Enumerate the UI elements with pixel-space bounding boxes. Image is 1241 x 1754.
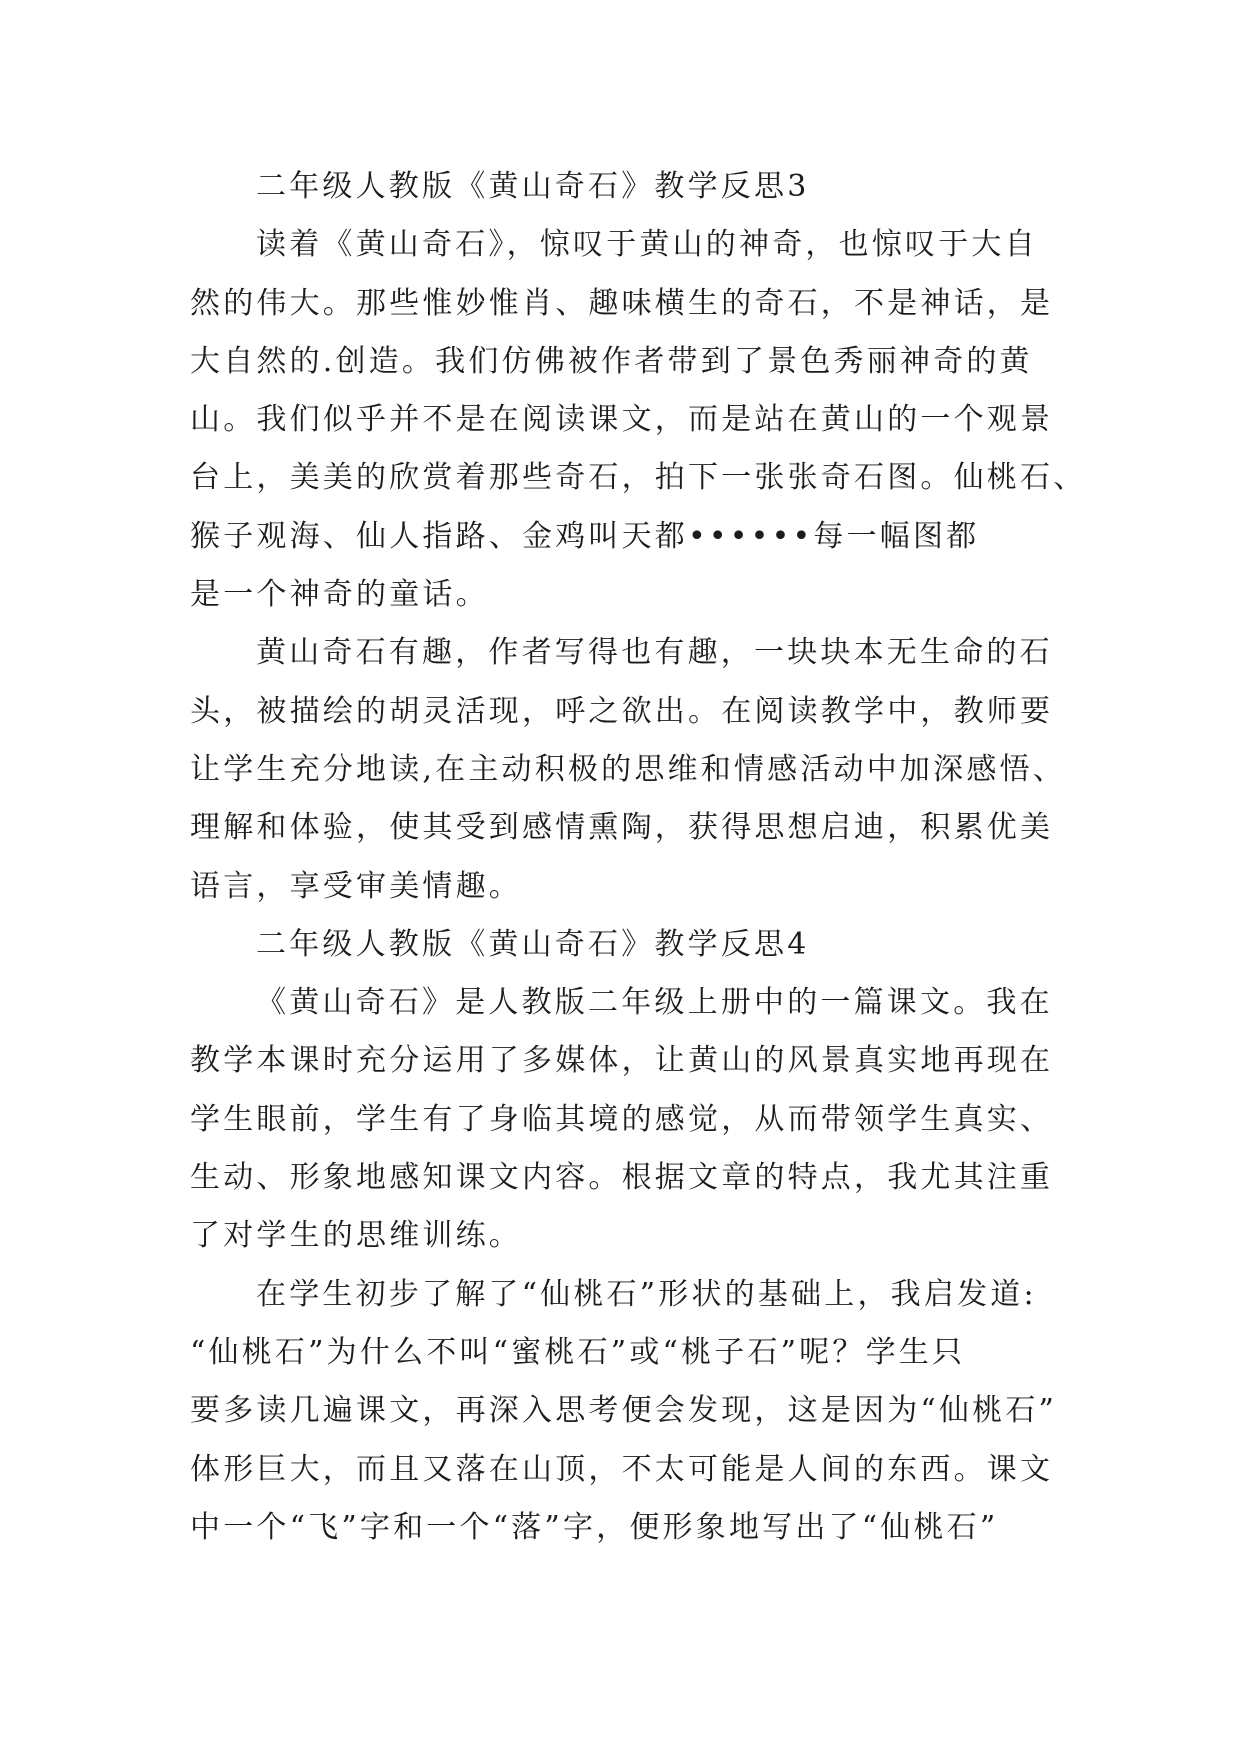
text-line: 体形巨大，而且又落在山顶，不太可能是人间的东西。课文	[190, 1451, 1054, 1487]
paragraph	[190, 1266, 1090, 1557]
text-line: “仙桃石”为什么不叫“蜜桃石”或“桃子石”呢？学生只	[190, 1334, 966, 1370]
text-line: 教学本课时充分运用了多媒体，让黄山的风景真实地再现在	[190, 1043, 1054, 1079]
text-line: 然的伟大。那些惟妙惟肖、趣味横生的奇石，不是神话，是	[190, 285, 1054, 321]
text-line: 让学生充分地读,在主动积极的思维和情感活动中加深感悟、	[190, 751, 1066, 787]
text-line: 了对学生的思维训练。	[190, 1218, 522, 1254]
text-line: 猴子观海、仙人指路、金鸡叫天都••••••每一幅图都	[190, 518, 980, 554]
document-body	[190, 158, 1090, 1557]
paragraph	[190, 216, 1090, 624]
section-heading	[190, 158, 1090, 216]
text-line: 台上，美美的欣赏着那些奇石，拍下一张张奇石图。仙桃石、	[190, 460, 1087, 496]
text-line: 在学生初步了解了“仙桃石”形状的基础上，我启发道:	[256, 1276, 1037, 1312]
text-line: 大自然的.创造。我们仿佛被作者带到了景色秀丽神奇的黄	[190, 343, 1033, 379]
text-line: 中一个“飞”字和一个“落”字，便形象地写出了“仙桃石”	[190, 1509, 999, 1545]
heading-line: 二年级人教版《黄山奇石》教学反思4	[256, 926, 810, 962]
heading-line: 二年级人教版《黄山奇石》教学反思3	[256, 169, 810, 204]
text-line: 《黄山奇石》是人教版二年级上册中的一篇课文。我在	[256, 985, 1053, 1021]
section-heading	[190, 916, 1090, 974]
text-line: 语言，享受审美情趣。	[190, 868, 522, 904]
text-line: 是一个神奇的童话。	[190, 577, 489, 613]
text-line: 生动、形象地感知课文内容。根据文章的特点，我尤其注重	[190, 1160, 1054, 1196]
text-line: 要多读几遍课文，再深入思考便会发现，这是因为“仙桃石”	[190, 1393, 1058, 1429]
text-line: 黄山奇石有趣，作者写得也有趣，一块块本无生命的石	[256, 635, 1053, 671]
text-line: 山。我们似乎并不是在阅读课文，而是站在黄山的一个观景	[190, 402, 1054, 438]
text-line: 读着《黄山奇石》，惊叹于黄山的神奇，也惊叹于大自	[256, 227, 1038, 263]
text-line: 理解和体验，使其受到感情熏陶，获得思想启迪，积累优美	[190, 810, 1054, 846]
text-line: 学生眼前，学生有了身临其境的感觉，从而带领学生真实、	[190, 1101, 1054, 1137]
text-line: 头，被描绘的胡灵活现，呼之欲出。在阅读教学中，教师要	[190, 693, 1054, 729]
paragraph	[190, 624, 1090, 915]
paragraph	[190, 974, 1090, 1265]
